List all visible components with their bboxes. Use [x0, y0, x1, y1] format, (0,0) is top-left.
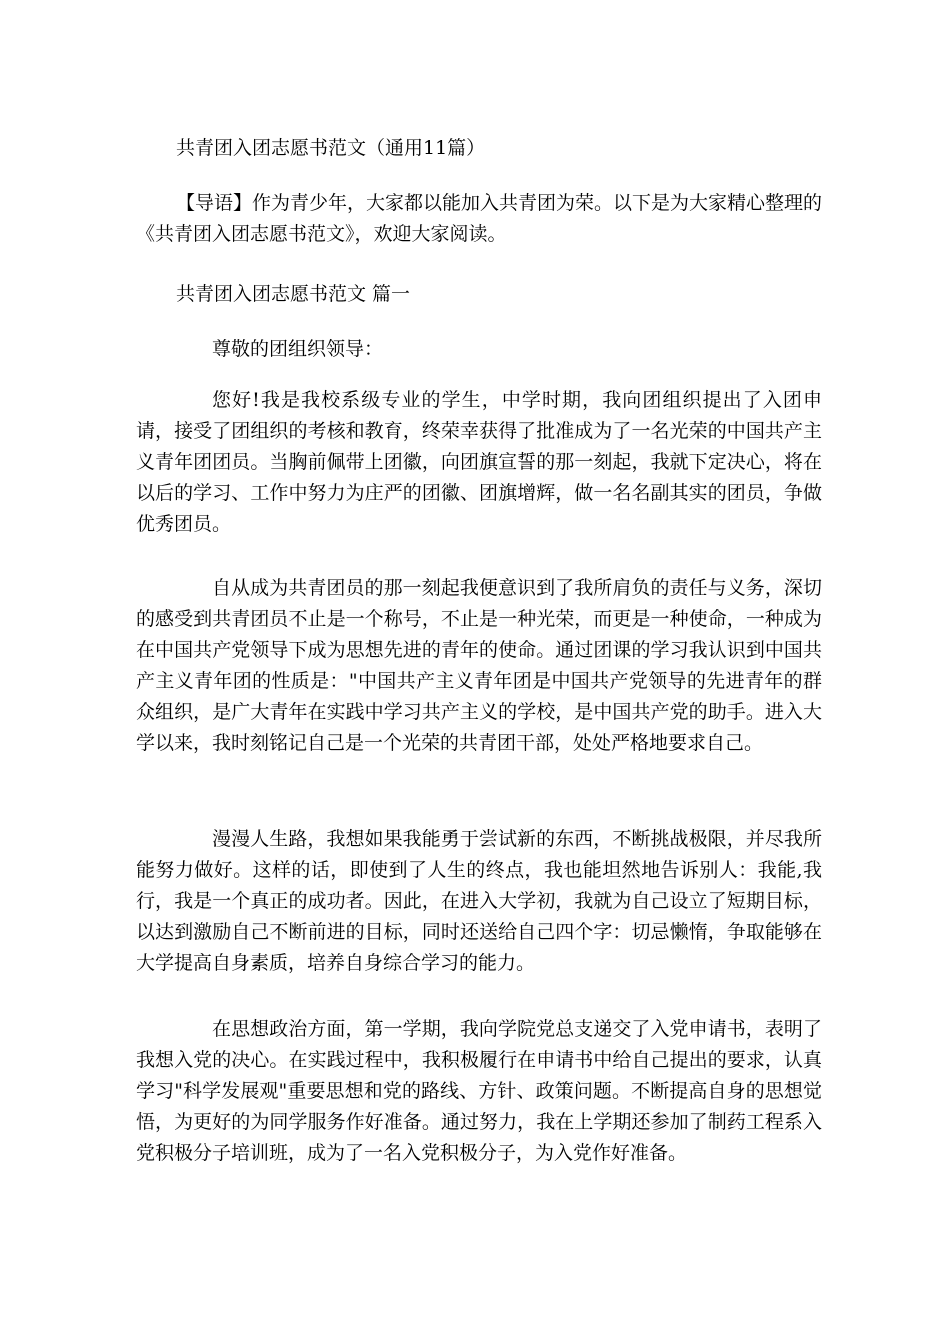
section-heading: 共青团入团志愿书范文 篇一 [176, 283, 411, 305]
body-paragraph-4: 在思想政治方面，第一学期，我向学院党总支递交了入党申请书，表明了我想入党的决心。在实践过程中，我积极履行在申请书中给自己提出的要求，认真学习"科学发展观"重要思想和党的路线、方针、政策问题。不断提高自身的思想觉悟，为更好的为同学服务作好准备。通过努力，我在上学期还参加了制药工程系入党积极分子培训班，成为了一名入党积极分子，为入党作好准备。 [136, 1018, 822, 1164]
body-paragraph-1: 您好!我是我校系级专业的学生，中学时期，我向团组织提出了入团申请，接受了团组织的考核和教育，终荣幸获得了批准成为了一名光荣的中国共产主义青年团团员。当胸前佩带上团徽，向团旗宣誓的那一刻起，我就下定决心，将在以后的学习、工作中努力为庄严的团徽、团旗增辉，做一名名副其实的团员，争做优秀团员。 [136, 389, 822, 535]
salutation: 尊敬的团组织领导： [212, 338, 384, 360]
document-title: 共青团入团志愿书范文（通用11篇） [176, 137, 486, 159]
body-paragraph-3: 漫漫人生路，我想如果我能勇于尝试新的东西，不断挑战极限，并尽我所能努力做好。这样的话，即使到了人生的终点，我也能坦然地告诉别人：我能,我行，我是一个真正的成功者。因此，在进入大学初，我就为自己设立了短期目标，以达到激励自己不断前进的目标，同时还送给自己四个字：切忌懒惰，争取能够在大学提高自身素质，培养自身综合学习的能力。 [136, 828, 822, 974]
body-paragraph-2: 自从成为共青团员的那一刻起我便意识到了我所肩负的责任与义务，深切的感受到共青团员不止是一个称号，不止是一种光荣，而更是一种使命，一种成为在中国共产党领导下成为思想先进的青年的使命。通过团课的学习我认识到中国共产主义青年团的性质是："中国共产主义青年团是中国共产党领导的先进青年的群众组织，是广大青年在实践中学习共产主义的学校，是中国共产党的助手。进入大学以来，我时刻铭记自己是一个光荣的共青团干部，处处严格地要求自己。 [136, 577, 822, 754]
intro-paragraph: 【导语】作为青少年，大家都以能加入共青团为荣。以下是为大家精心整理的《共青团入团志愿书范文》，欢迎大家阅读。 [136, 192, 823, 245]
